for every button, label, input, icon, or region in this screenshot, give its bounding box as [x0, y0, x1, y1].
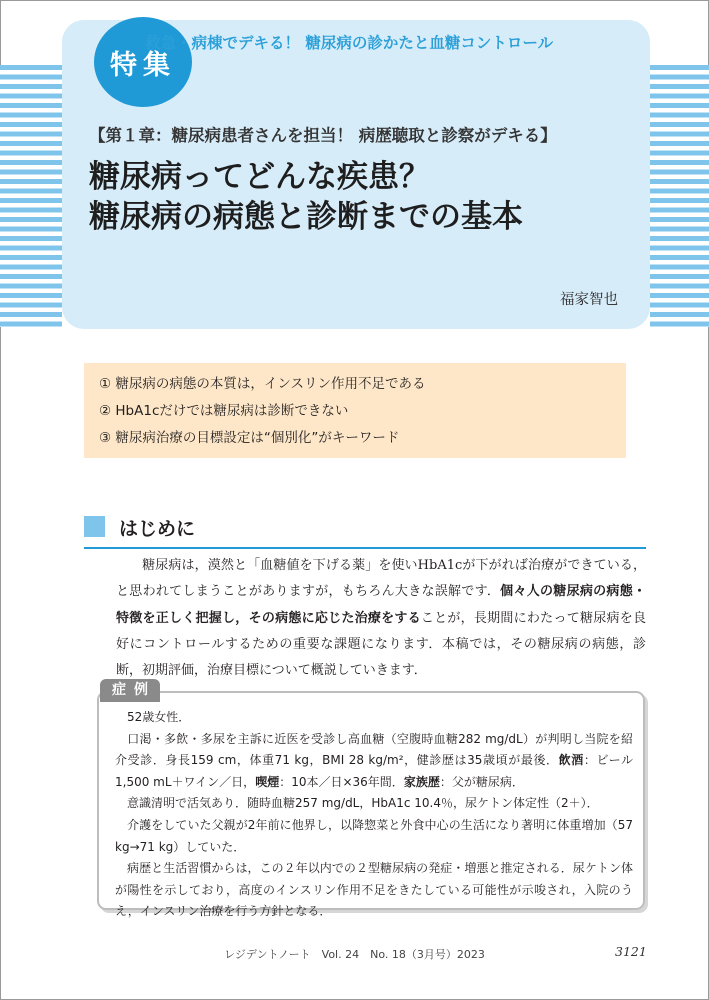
key-point-2: ② HbA1cだけでは糖尿病は診断できない [99, 403, 349, 419]
intro-bold-2: その病態に応じた治療をする [248, 610, 421, 626]
case-text [115, 707, 633, 923]
case-label-family: 家族歴 [403, 774, 440, 789]
case-background: 介護をしていた父親が2年前に他界し，以降惣菜と外食中心の生活になり著明に体重増加（57 kg→71 kg）していた． [115, 817, 633, 854]
feature-badge: 特集 [94, 17, 192, 107]
intro-text-3: ことが，長期間にわたって糖尿病を良好にコントロールするための重要な課題になります．本稿では，その糖尿病の病態，診断，初期評価，治療目標について概説していきます． [116, 610, 646, 679]
case-history-text: 口渇・多飲・多尿を主訴に近医を受診し高血糖（空腹時血糖282 mg/dL）が判明し当院を紹介受診．身長159 cm，体重71 kg，BMI 28 kg/m²，健診歴は35歳頃が最後． [115, 731, 633, 768]
journal-footer: レジデントノート Vol. 24 No. 18（3月号）2023 [224, 948, 485, 961]
case-family-text: ：父が糖尿病． [439, 774, 524, 789]
case-paragraph-1 [115, 707, 633, 729]
intro-text-1: 糖尿病は，漠然と「血糖値を下げる薬」を使いHbA1cが下がれば治療ができている，と思われてしまうことがありますが，もちろん大きな誤解です． [116, 558, 646, 600]
case-label-drink: 飲酒 [558, 753, 584, 768]
key-point-1: ① 糖尿病の病態の本質は，インスリン作用不足である [99, 376, 426, 392]
case-paragraph-3 [115, 793, 633, 815]
case-smoke-text: ：10本／日×36年間． [279, 774, 404, 789]
case-assessment: 病歴と生活習慣からは，この２年以内での２型糖尿病の発症・増悪と推定される．尿ケトン体が陽性を示しており，高度のインスリン作用不足をきたしている可能性が示唆され，入院のうえ，インスリン治療を行う方針となる． [115, 861, 633, 919]
chapter-label: 【第１章：糖尿病患者さんを担当！ 病歴聴取と診察がデキる】 [89, 126, 557, 145]
article-title-line-2: 糖尿病の病態と診断までの基本 [89, 199, 523, 235]
intro-text-2: ， [235, 610, 249, 626]
case-drink-text: ：ビール1,500 mL＋ワイン／日， [115, 753, 633, 789]
decorative-stripes-right [650, 65, 709, 327]
article-title [89, 157, 649, 237]
page-number: 3121 [615, 944, 647, 959]
case-paragraph-4 [115, 815, 633, 858]
intro-paragraph [116, 553, 646, 684]
section-heading [84, 515, 646, 549]
case-paragraph-5 [115, 858, 633, 923]
decorative-stripes-left [0, 65, 62, 327]
intro-bold-1: 個々人の糖尿病の病態・特徴を正しく把握し [116, 584, 646, 626]
author-name: 福家智也 [560, 292, 618, 308]
case-paragraph-2 [115, 729, 633, 794]
series-title: 救急・病棟でデキる！ 糖尿病の診かたと血糖コントロール [145, 34, 554, 52]
case-label-tab: 症例 [100, 679, 160, 702]
case-label-smoke: 喫煙 [255, 774, 280, 789]
article-title-line-1: 糖尿病ってどんな疾患？ [89, 159, 430, 195]
key-points-box [84, 363, 626, 458]
case-age-sex: 52歳女性． [127, 710, 191, 724]
section-heading-text: はじめに [119, 518, 196, 540]
case-findings: 意識清明で活気あり．随時血糖257 mg/dL，HbA1c 10.4％，尿ケトン体定性（2＋）． [127, 796, 599, 811]
section-square-icon [84, 516, 105, 537]
key-point-3: ③ 糖尿病治療の目標設定は“個別化”がキーワード [99, 430, 400, 446]
